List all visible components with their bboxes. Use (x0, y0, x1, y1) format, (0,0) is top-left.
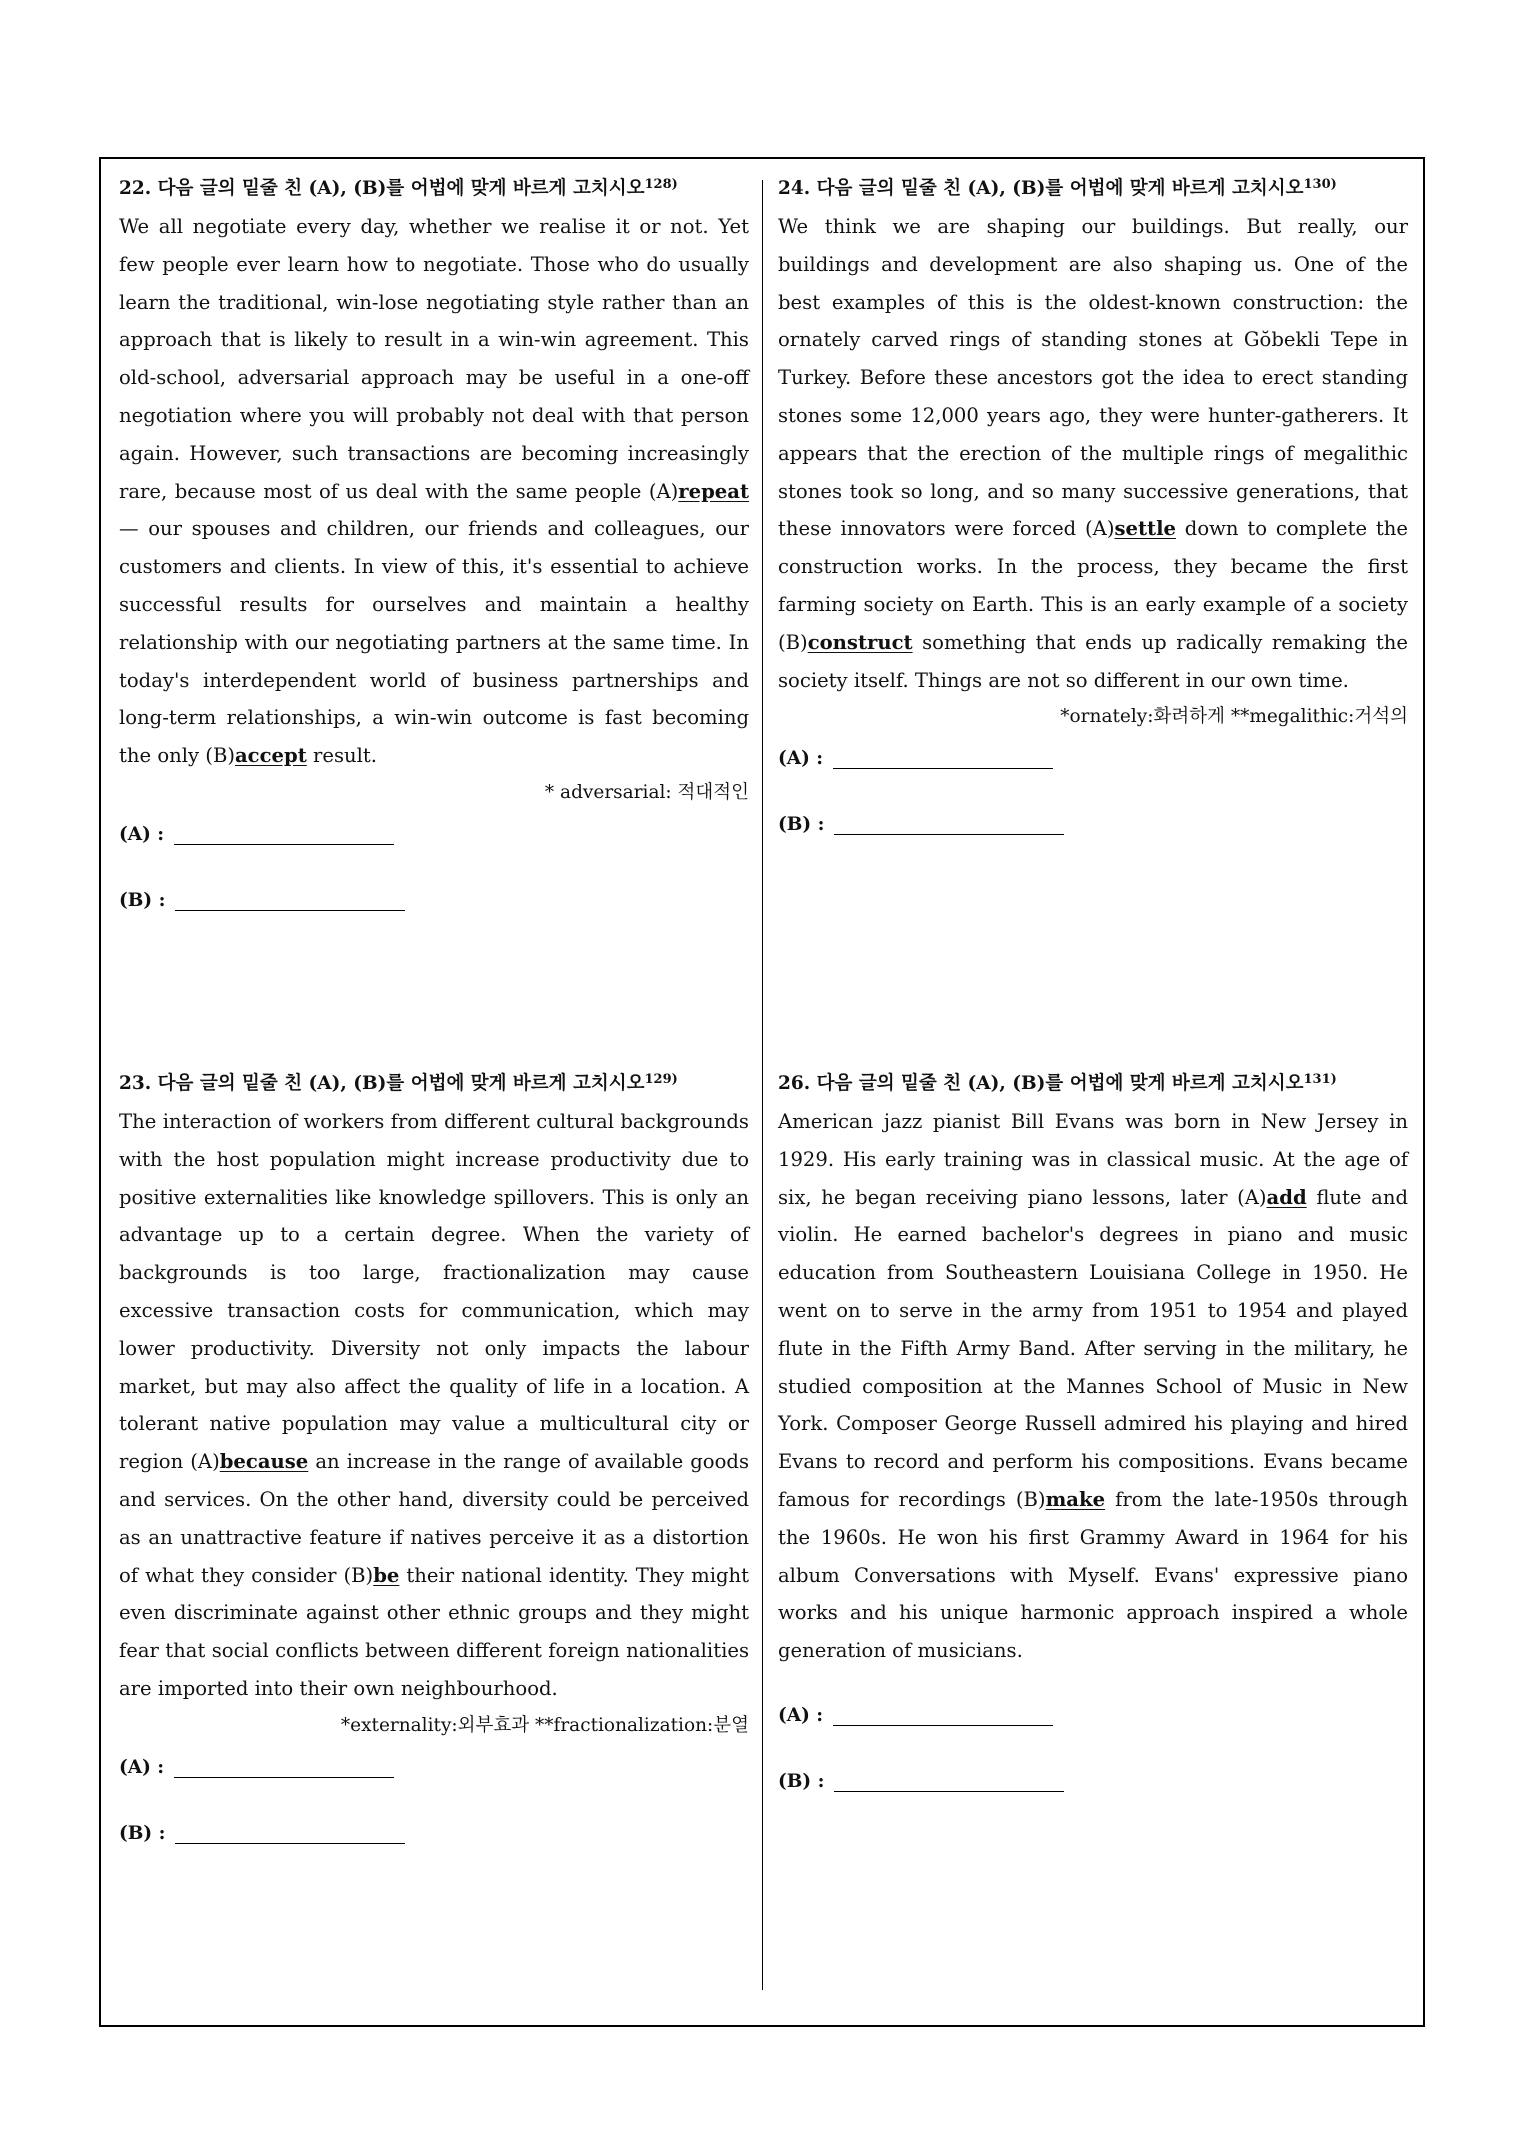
question-instruction: 다음 글의 밑줄 친 (A), (B)를 어법에 맞게 바르게 고치시오 (157, 1073, 645, 1094)
footnote-ref: 131) (1303, 1072, 1337, 1087)
passage: We think we are shaping our buildings. But really, our buildings and development are also shaping us. One of the best examples of this is the oldest-known construction: the ornately carved rings of standing stones at Gŏbekli Tepe in Turkey. Before these ancestors got the idea to erect standing stones some 12,000 years ago, they were hunter-gatherers. It appears that the erection of the multiple rings of megalithic stones took so long, and so many successive generations, that these innovators were forced (A)settle down to complete the construction works. In the process, they became the first farming society on Earth. This is an early example of a society (B)construct something that ends up radically remaking the society itself. Things are not so different in our own time. (778, 215, 1408, 692)
question-header (778, 1065, 1408, 1103)
question-24 (778, 170, 1408, 835)
question-23 (119, 1065, 749, 1844)
question-header (778, 170, 1408, 208)
blank-a: because (219, 1450, 309, 1474)
column-divider (762, 180, 763, 1990)
answer-a-field[interactable]: (A) : (119, 811, 749, 845)
passage: We all negotiate every day, whether we realise it or not. Yet few people ever learn how to negotiate. Those who do usually learn the traditional, win-lose negotiating style rather than an approach that is likely to result in a win-win agreement. This old-school, adversarial approach may be useful in a one-off negotiation where you will probably not deal with that person again. However, such transactions are becoming increasingly rare, because most of us deal with the same people (A)repeat — our spouses and children, our friends and colleagues, our customers and clients. In view of this, it's essential to achieve successful results for ourselves and maintain a healthy relationship with our negotiating partners at the same time. In today's interdependent world of business partnerships and long-term relationships, a win-win outcome is fast becoming the only (B)accept result. (119, 215, 749, 768)
question-instruction: 다음 글의 밑줄 친 (A), (B)를 어법에 맞게 바르게 고치시오 (816, 178, 1304, 199)
blank-b: be (373, 1563, 400, 1587)
footnote-ref: 129) (644, 1072, 678, 1087)
blank-b: construct (807, 630, 913, 654)
question-instruction: 다음 글의 밑줄 친 (A), (B)를 어법에 맞게 바르게 고치시오 (816, 1073, 1304, 1094)
vocab-note: *ornately:화려하게 **megalithic:거석의 (1060, 706, 1408, 728)
question-26 (778, 1065, 1408, 1792)
question-number: 26. (778, 1073, 811, 1094)
blank-a: repeat (678, 479, 749, 503)
vocab-note: *externality:외부효과 **fractionalization:분열 (340, 1714, 749, 1736)
question-instruction: 다음 글의 밑줄 친 (A), (B)를 어법에 맞게 바르게 고치시오 (157, 178, 645, 199)
passage: The interaction of workers from different cultural backgrounds with the host population might increase productivity due to positive externalities like knowledge spillovers. This is only an advantage up to a certain degree. When the variety of backgrounds is too large, fractionalization may cause excessive transaction costs for communication, which may lower productivity. Diversity not only impacts the labour market, but may also affect the quality of life in a location. A tolerant native population may value a multicultural city or region (A)because an increase in the range of available goods and services. On the other hand, diversity could be perceived as an unattractive feature if natives perceive it as a distortion of what they consider (B)be their national identity. They might even discriminate against other ethnic groups and they might fear that social conflicts between different foreign nationalities are imported into their own neighbourhood. (119, 1110, 750, 1700)
question-22 (119, 170, 749, 911)
question-header (119, 170, 749, 208)
answer-a-field[interactable]: (A) : (778, 735, 1408, 769)
blank-a: add (1266, 1185, 1307, 1209)
footnote-ref: 128) (644, 177, 678, 192)
answer-b-field[interactable]: (B) : (778, 801, 1408, 835)
blank-a: settle (1114, 517, 1176, 541)
answer-b-field[interactable]: (B) : (119, 1810, 749, 1844)
vocab-note: * adversarial: 적대적인 (544, 781, 749, 803)
question-number: 24. (778, 178, 811, 199)
answer-b-field[interactable]: (B) : (778, 1758, 1408, 1792)
blank-b: make (1045, 1487, 1106, 1511)
question-number: 23. (119, 1073, 152, 1094)
footnote-ref: 130) (1303, 177, 1337, 192)
blank-b: accept (234, 744, 307, 768)
answer-a-field[interactable]: (A) : (119, 1744, 749, 1778)
question-header (119, 1065, 749, 1103)
passage: American jazz pianist Bill Evans was born in New Jersey in 1929. His early training was in classical music. At the age of six, he began receiving piano lessons, later (A)add flute and violin. He earned bachelor's degrees in piano and music education from Southeastern Louisiana College in 1950. He went on to serve in the army from 1951 to 1954 and played flute in the Fifth Army Band. After serving in the military, he studied composition at the Mannes School of Music in New York. Composer George Russell admired his playing and hired Evans to record and perform his compositions. Evans became famous for recordings (B)make from the late-1950s through the 1960s. He won his first Grammy Award in 1964 for his album Conversations with Myself. Evans' expressive piano works and his unique harmonic approach inspired a whole generation of musicians. (778, 1110, 1408, 1663)
question-number: 22. (119, 178, 152, 199)
answer-a-field[interactable]: (A) : (778, 1692, 1408, 1726)
answer-b-field[interactable]: (B) : (119, 877, 749, 911)
